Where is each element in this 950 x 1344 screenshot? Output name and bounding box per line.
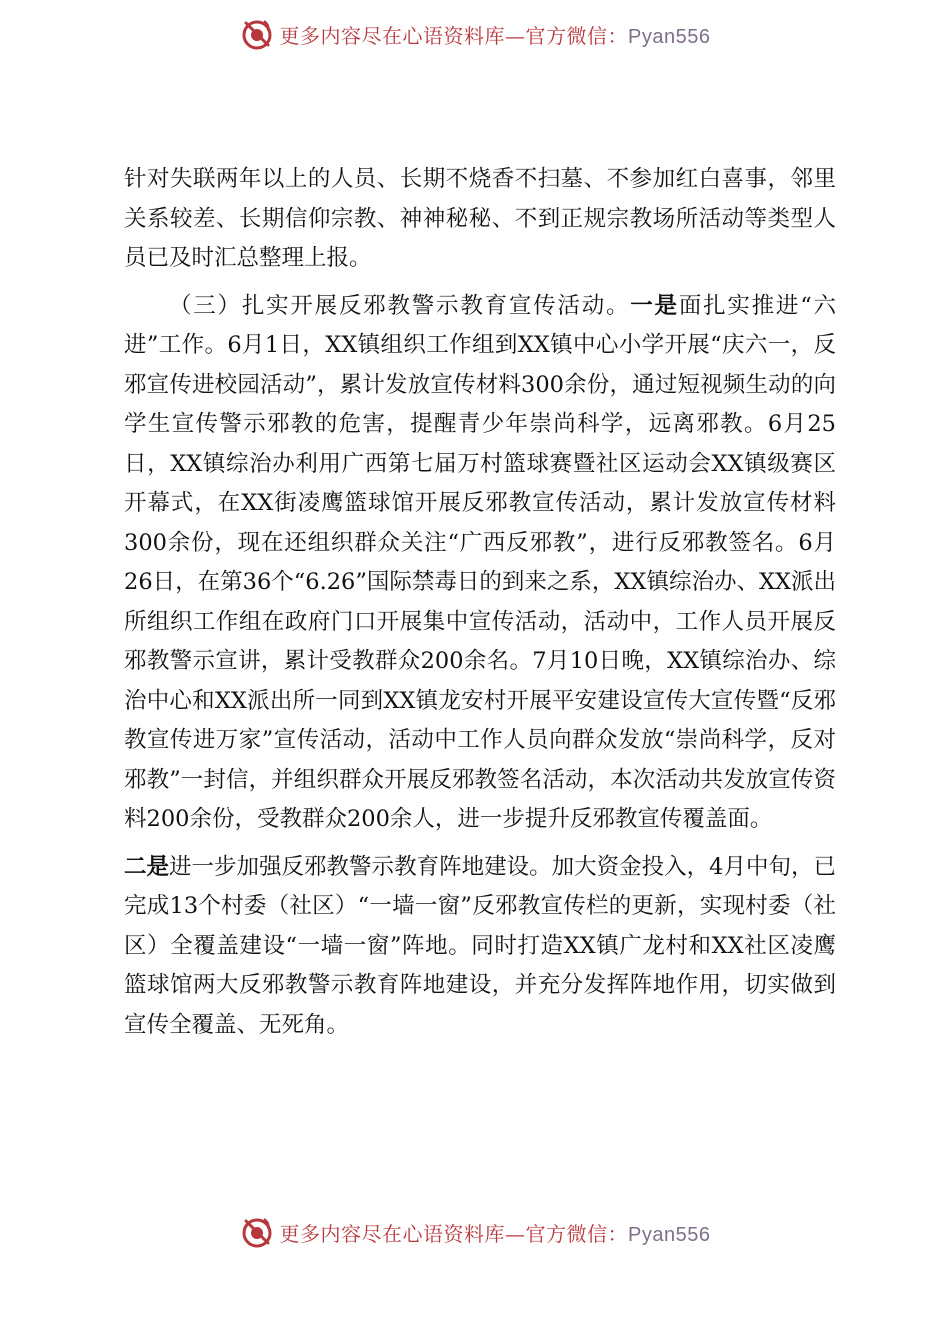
- watermark-text: [280, 20, 711, 49]
- watermark-separator: —: [505, 23, 526, 48]
- brand-logo-icon: [240, 17, 274, 51]
- paragraph-3: [124, 848, 836, 1046]
- brand-logo-icon: [240, 1215, 274, 1249]
- watermark-wechat-label: 官方微信：: [525, 23, 629, 48]
- watermark-separator: —: [505, 1221, 526, 1246]
- watermark-wechat-id: Pyan556: [628, 1223, 711, 1246]
- footer-watermark: [0, 1212, 950, 1252]
- watermark-brand: 更多内容尽在心语资料库: [279, 23, 506, 48]
- paragraph-1: 针对失联两年以上的人员、长期不烧香不扫墓、不参加红白喜事，邻里关系较差、长期信仰宗教、神神秘秘、不到正规宗教场所活动等类型人员已及时汇总整理上报。: [124, 166, 836, 271]
- bold-marker-second: 二是: [124, 853, 170, 880]
- bold-marker-first: 一是: [630, 292, 679, 319]
- paragraph-2: [124, 287, 836, 840]
- watermark-wechat-label: 官方微信：: [525, 1221, 629, 1246]
- paragraph-2-text: 面扎实推进“六进”工作。6月1日，XX镇组织工作组到XX镇中心小学开展“庆六一，反邪宣传进校园活动”，累计发放宣传材料300余份，通过短视频生动的向学生宣传警示邪教的危害，提醒青少年崇尚科学，远离邪教。6月25日，XX镇综治办利用广西第七届万村篮球赛暨社区运动会XX镇级赛区开幕式，在XX街凌鹰篮球馆开展反邪教宣传活动，累计发放宣传材料300余份，现在还组织群众关注“广西反邪教”，进行反邪教签名。6月26日，在第36个“6.26”国际禁毒日的到来之系，XX镇综治办、XX派出所组织工作组在政府门口开展集中宣传活动，活动中，工作人员开展反邪教警示宣讲，累计受教群众200余名。7月10日晚，XX镇综治办、综治中心和XX派出所一同到XX镇龙安村开展平安建设宣传大宣传暨“反邪教宣传进万家”宣传活动，活动中工作人员向群众发放“崇尚科学，反对邪教”一封信，并组织群众开展反邪教签名活动，本次活动共发放宣传资料200余份，受教群众200余人，进一步提升反邪教宣传覆盖面。: [124, 292, 836, 832]
- watermark-brand: 更多内容尽在心语资料库: [279, 1221, 506, 1246]
- watermark-wechat-id: Pyan556: [628, 25, 711, 48]
- section-heading: （三）扎实开展反邪教警示教育宣传活动。: [169, 292, 631, 319]
- document-body: [124, 160, 836, 1045]
- watermark-text: [280, 1218, 711, 1247]
- paragraph-3-text: 进一步加强反邪教警示教育阵地建设。加大资金投入，4月中旬，已完成13个村委（社区）“一墙一窗”反邪教宣传栏的更新，实现村委（社区）全覆盖建设“一墙一窗”阵地。同时打造XX镇广龙村和XX社区凌鹰篮球馆两大反邪教警示教育阵地建设，并充分发挥阵地作用，切实做到宣传全覆盖、无死角。: [124, 853, 836, 1038]
- header-watermark: [0, 14, 950, 54]
